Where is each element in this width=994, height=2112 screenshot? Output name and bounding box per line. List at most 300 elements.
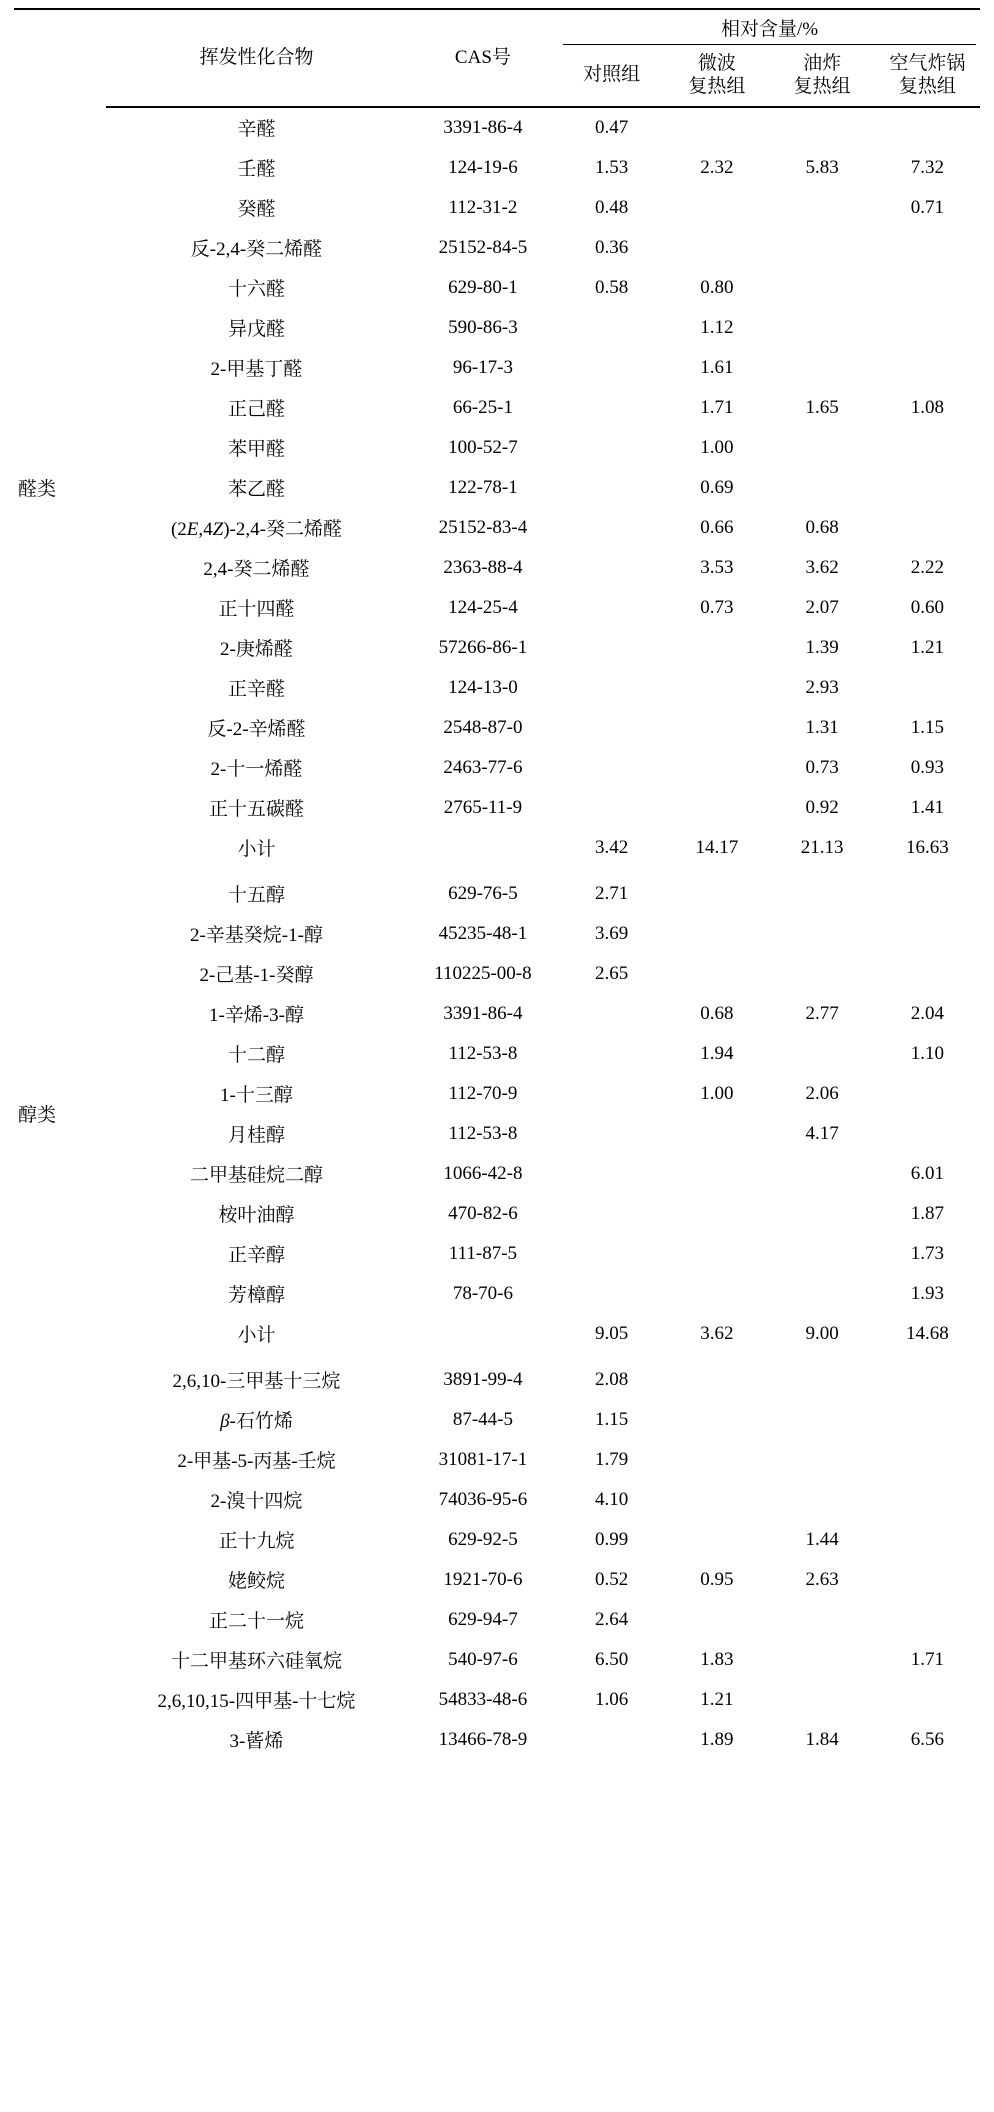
cas-number: 2363-88-4 [443,556,523,578]
value-cell-2 [664,874,769,914]
value-cell-3 [769,468,874,508]
value-cell-3 [769,874,874,914]
header-cas: CAS号 [407,9,559,107]
value-cell-3: 9.00 [805,1322,839,1344]
section-group-label: 醛类 [18,479,57,501]
value-cell-4: 1.41 [910,796,944,818]
compound-name: 正十五碳醛 [208,799,304,821]
value-cell-4 [875,1440,980,1480]
value-cell-1: 0.36 [595,236,629,258]
header-group-3 [769,48,874,107]
value-cell-1: 2.08 [595,1368,629,1390]
cas-number: 100-52-7 [448,436,518,458]
value-cell-1 [559,1114,664,1154]
table-row [14,1640,980,1680]
compound-name: 十六醛 [227,279,285,301]
table-row [14,548,980,588]
value-cell-4: 1.08 [910,396,944,418]
value-cell-4 [875,268,980,308]
value-cell-4: 0.60 [910,596,944,618]
value-cell-3 [769,1034,874,1074]
value-cell-3: 2.07 [805,596,839,618]
compound-name: 壬醛 [237,159,276,181]
value-cell-2 [664,1114,769,1154]
cas-number: 629-92-5 [448,1528,518,1550]
cas-number: 3891-99-4 [443,1368,523,1390]
table-row [14,1274,980,1314]
cas-number: 112-53-8 [448,1122,518,1144]
italic-beta: β [220,1411,230,1433]
cas-number: 87-44-5 [452,1408,513,1430]
value-cell-1: 6.50 [595,1648,629,1670]
value-cell-1: 0.58 [595,276,629,298]
value-cell-1: 1.79 [595,1448,629,1470]
compound-name: (2E,4Z)-2,4-癸二烯醛 [170,519,342,541]
compound-name: 2-庚烯醛 [220,639,293,661]
value-cell-1 [559,1274,664,1314]
header-group-line2: 复热组 [688,75,746,97]
compound-name: 2,4-癸二烯醛 [203,559,310,581]
value-cell-3: 0.92 [805,796,839,818]
value-cell-3: 2.93 [805,676,839,698]
value-cell-4: 2.04 [910,1002,944,1024]
compound-name: 桉叶油醇 [218,1205,295,1227]
table-row [14,228,980,268]
value-cell-2 [664,108,769,148]
table-row [14,1680,980,1720]
cas-number: 2765-11-9 [443,796,523,818]
header-group-line1: 对照组 [583,64,641,86]
value-cell-3 [769,1400,874,1440]
value-cell-4 [875,914,980,954]
value-cell-4 [875,668,980,708]
compound-name: 2-辛基癸烷-1-醇 [189,925,323,947]
cas-number: 25152-84-5 [438,236,528,258]
value-cell-3 [769,268,874,308]
table-row [14,268,980,308]
table-row [14,388,980,428]
cas-number [407,1314,559,1354]
value-cell-2 [664,708,769,748]
value-cell-3: 0.68 [805,516,839,538]
header-group-4 [875,48,980,107]
header-group-line2: 复热组 [793,75,851,97]
value-cell-3: 0.73 [805,756,839,778]
value-cell-2: 1.71 [700,396,734,418]
value-cell-4 [875,348,980,388]
value-cell-4 [875,468,980,508]
value-cell-1: 1.15 [595,1408,629,1430]
table-row [14,708,980,748]
table-row [14,788,980,828]
value-cell-1 [559,1154,664,1194]
value-cell-1 [559,1720,664,1760]
value-cell-4 [875,308,980,348]
value-cell-1 [559,1074,664,1114]
value-cell-1 [559,308,664,348]
table-row [14,108,980,148]
value-cell-3 [769,1360,874,1400]
value-cell-2 [664,1520,769,1560]
cas-number: 629-80-1 [448,276,518,298]
value-cell-4: 0.93 [910,756,944,778]
header-relative-content [559,9,980,48]
value-cell-2: 3.62 [700,1322,734,1344]
value-cell-4 [875,108,980,148]
value-cell-4 [875,508,980,548]
value-cell-3 [769,1480,874,1520]
cas-number: 45235-48-1 [438,922,528,944]
cas-number: 66-25-1 [452,396,513,418]
value-cell-1 [559,1194,664,1234]
compound-name: 十二醇 [227,1045,285,1067]
cas-number: 470-82-6 [448,1202,518,1224]
value-cell-4: 6.01 [910,1162,944,1184]
compound-name: 姥鲛烷 [227,1571,285,1593]
compound-name: 正十四醛 [218,599,295,621]
cas-number: 57266-86-1 [438,636,528,658]
table-row [14,1400,980,1440]
value-cell-2: 3.53 [700,556,734,578]
value-cell-4: 1.15 [910,716,944,738]
cas-number: 2463-77-6 [443,756,523,778]
compound-name: 正十九烷 [218,1531,295,1553]
value-cell-2 [664,1234,769,1274]
table-row [14,748,980,788]
header-relative-content-label: 相对含量/% [563,14,976,45]
value-cell-4: 7.32 [910,156,944,178]
value-cell-2 [664,1480,769,1520]
value-cell-4 [875,1114,980,1154]
header-group-line1: 微波 [697,53,736,74]
table-row [14,1600,980,1640]
table-row [14,1440,980,1480]
value-cell-2: 0.66 [700,516,734,538]
compound-name: 月桂醇 [227,1125,285,1147]
value-cell-2: 0.95 [700,1568,734,1590]
value-cell-4 [875,1560,980,1600]
table-row [14,1560,980,1600]
cas-number: 2548-87-0 [443,716,523,738]
table-body [14,9,980,1760]
table-row [14,1480,980,1520]
value-cell-3 [769,108,874,148]
cas-number: 111-87-5 [448,1242,518,1264]
value-cell-3 [769,1440,874,1480]
compound-name: 2-甲基-5-丙基-壬烷 [177,1451,336,1473]
value-cell-3: 1.44 [805,1528,839,1550]
compound-name: 十二甲基环六硅氧烷 [170,1651,342,1673]
value-cell-2: 1.00 [700,436,734,458]
table-row [14,588,980,628]
value-cell-4: 1.87 [910,1202,944,1224]
value-cell-2 [664,1400,769,1440]
value-cell-4 [875,954,980,994]
cas-number: 540-97-6 [448,1648,518,1670]
value-cell-2: 1.00 [700,1082,734,1104]
value-cell-4 [875,428,980,468]
value-cell-4 [875,1360,980,1400]
cas-number: 96-17-3 [452,356,513,378]
header-row-super [14,9,980,48]
value-cell-1: 0.47 [595,116,629,138]
value-cell-4 [875,1680,980,1720]
compound-name: 小计 [237,1325,276,1347]
cas-number: 629-76-5 [448,882,518,904]
value-cell-4 [875,1480,980,1520]
cas-number: 122-78-1 [448,476,518,498]
value-cell-1 [559,994,664,1034]
value-cell-2: 2.32 [700,156,734,178]
value-cell-3 [769,188,874,228]
table-row [14,1520,980,1560]
cas-number: 124-25-4 [448,596,518,618]
cas-number: 110225-00-8 [434,962,532,984]
value-cell-2: 1.83 [700,1648,734,1670]
value-cell-3: 1.84 [805,1728,839,1750]
header-group-2 [664,48,769,107]
compound-name: 反-2-辛烯醛 [207,719,306,741]
value-cell-2 [664,628,769,668]
value-cell-3 [769,1680,874,1720]
table-row [14,954,980,994]
value-cell-1 [559,468,664,508]
compound-name: 芳樟醇 [227,1285,285,1307]
table-row [14,1154,980,1194]
value-cell-4: 1.10 [910,1042,944,1064]
value-cell-3: 2.06 [805,1082,839,1104]
value-cell-3: 4.17 [805,1122,839,1144]
compound-name: 反-2,4-癸二烯醛 [190,239,323,261]
table-row [14,914,980,954]
compound-name: 异戊醛 [227,319,285,341]
table-row [14,1720,980,1760]
value-cell-1: 2.65 [595,962,629,984]
value-cell-4 [875,1074,980,1114]
value-cell-1 [559,428,664,468]
table-row [14,628,980,668]
value-cell-3 [769,1234,874,1274]
table-row [14,1034,980,1074]
value-cell-4 [875,1400,980,1440]
compound-name: 苯甲醛 [227,439,285,461]
value-cell-1 [559,348,664,388]
value-cell-3 [769,1600,874,1640]
italic-descriptor: E [186,519,199,541]
cas-number: 74036-95-6 [438,1488,528,1510]
value-cell-3 [769,308,874,348]
value-cell-4 [875,228,980,268]
value-cell-1 [559,388,664,428]
table-row [14,348,980,388]
compound-name: 二甲基硅烷二醇 [189,1165,323,1187]
cas-number: 3391-86-4 [443,116,523,138]
compound-name: 2,6,10-三甲基十三烷 [172,1371,341,1393]
value-cell-2: 0.69 [700,476,734,498]
value-cell-2 [664,788,769,828]
cas-number: 1921-70-6 [443,1568,523,1590]
value-cell-4: 2.22 [910,556,944,578]
compound-name: 2-十一烯醛 [210,759,303,781]
value-cell-4: 16.63 [905,836,949,858]
header-group-1 [559,48,664,107]
value-cell-2: 1.94 [700,1042,734,1064]
italic-descriptor: Z [212,519,224,541]
value-cell-1 [559,628,664,668]
header-compound: 挥发性化合物 [106,9,407,107]
value-cell-4 [875,1600,980,1640]
value-cell-1: 3.69 [595,922,629,944]
compound-name: 3-蒈烯 [229,1731,284,1753]
value-cell-1 [559,708,664,748]
value-cell-2 [664,954,769,994]
value-cell-1: 1.06 [595,1688,629,1710]
value-cell-2: 14.17 [695,836,739,858]
cas-number: 78-70-6 [452,1282,513,1304]
value-cell-2: 0.80 [700,276,734,298]
header-group-line1: 空气炸锅 [889,53,966,74]
value-cell-2 [664,668,769,708]
table-row [14,1074,980,1114]
compound-name: 1-辛烯-3-醇 [208,1005,304,1027]
cas-number: 590-86-3 [448,316,518,338]
table-row [14,1114,980,1154]
table-row [14,1360,980,1400]
value-cell-3 [769,428,874,468]
value-cell-2 [664,1440,769,1480]
value-cell-2: 1.21 [700,1688,734,1710]
compound-name: 正二十一烷 [208,1611,304,1633]
cas-number: 124-19-6 [448,156,518,178]
table-row [14,188,980,228]
value-cell-4 [875,1520,980,1560]
compound-name: 正辛醛 [227,679,285,701]
value-cell-1: 9.05 [595,1322,629,1344]
compound-name: 小计 [237,839,276,861]
cas-number: 112-53-8 [448,1042,518,1064]
value-cell-3: 21.13 [800,836,844,858]
value-cell-3 [769,228,874,268]
cas-number: 31081-17-1 [438,1448,528,1470]
table-row [14,1194,980,1234]
value-cell-1: 4.10 [595,1488,629,1510]
value-cell-2: 1.12 [700,316,734,338]
value-cell-1 [559,1234,664,1274]
table-row [14,428,980,468]
table-row [14,508,980,548]
value-cell-2 [664,1360,769,1400]
value-cell-1 [559,1034,664,1074]
value-cell-1 [559,588,664,628]
compound-name: 癸醛 [237,199,276,221]
header-blank-group [14,9,106,108]
value-cell-2 [664,914,769,954]
header-group-line1: 油炸 [803,53,842,74]
value-cell-1: 2.71 [595,882,629,904]
value-cell-2 [664,1194,769,1234]
value-cell-2 [664,1274,769,1314]
value-cell-1 [559,748,664,788]
value-cell-2 [664,188,769,228]
compound-name: 十五醇 [227,885,285,907]
compound-name: 2-甲基丁醛 [210,359,303,381]
compound-name: 2-己基-1-癸醇 [199,965,314,987]
value-cell-3: 2.63 [805,1568,839,1590]
value-cell-2 [664,1600,769,1640]
cas-number: 13466-78-9 [438,1728,528,1750]
table-row [14,308,980,348]
value-cell-1 [559,668,664,708]
table-row [14,874,980,914]
compound-name: β-石竹烯 [220,1411,293,1433]
value-cell-3: 2.77 [805,1002,839,1024]
table-row [14,1314,980,1354]
section-group-label: 醇类 [18,1105,57,1127]
cas-number [407,828,559,868]
value-cell-1: 2.64 [595,1608,629,1630]
compound-name: 苯乙醛 [227,479,285,501]
value-cell-3 [769,1640,874,1680]
value-cell-3: 1.31 [805,716,839,738]
table-row [14,994,980,1034]
cas-number: 3391-86-4 [443,1002,523,1024]
value-cell-4: 0.71 [910,196,944,218]
value-cell-2: 1.61 [700,356,734,378]
value-cell-3 [769,954,874,994]
cas-number: 629-94-7 [448,1608,518,1630]
value-cell-1 [559,548,664,588]
compound-name: 1-十三醇 [220,1085,293,1107]
compound-name: 正辛醇 [227,1245,285,1267]
table-row [14,468,980,508]
value-cell-4: 1.21 [910,636,944,658]
value-cell-1: 0.48 [595,196,629,218]
value-cell-4: 1.93 [910,1282,944,1304]
value-cell-1: 1.53 [595,156,629,178]
value-cell-3 [769,1154,874,1194]
value-cell-1: 0.52 [595,1568,629,1590]
compound-name: 辛醛 [237,119,276,141]
value-cell-1 [559,508,664,548]
value-cell-4: 14.68 [905,1322,949,1344]
compound-name: 2,6,10,15-四甲基-十七烷 [157,1691,356,1713]
volatile-compounds-table [14,8,980,1760]
value-cell-2: 0.73 [700,596,734,618]
value-cell-3 [769,1274,874,1314]
value-cell-2 [664,748,769,788]
compound-name: 正己醛 [227,399,285,421]
cas-number: 54833-48-6 [438,1688,528,1710]
value-cell-3 [769,1194,874,1234]
value-cell-4: 1.71 [910,1648,944,1670]
value-cell-4 [875,874,980,914]
value-cell-4: 6.56 [910,1728,944,1750]
cas-number: 124-13-0 [448,676,518,698]
value-cell-3: 3.62 [805,556,839,578]
header-group-line2: 复热组 [898,75,956,97]
cas-number: 25152-83-4 [438,516,528,538]
value-cell-3: 1.65 [805,396,839,418]
value-cell-2 [664,228,769,268]
value-cell-4: 1.73 [910,1242,944,1264]
value-cell-3 [769,348,874,388]
value-cell-3 [769,914,874,954]
value-cell-2: 1.89 [700,1728,734,1750]
table-row [14,1234,980,1274]
value-cell-1: 3.42 [595,836,629,858]
value-cell-1 [559,788,664,828]
table-row [14,148,980,188]
